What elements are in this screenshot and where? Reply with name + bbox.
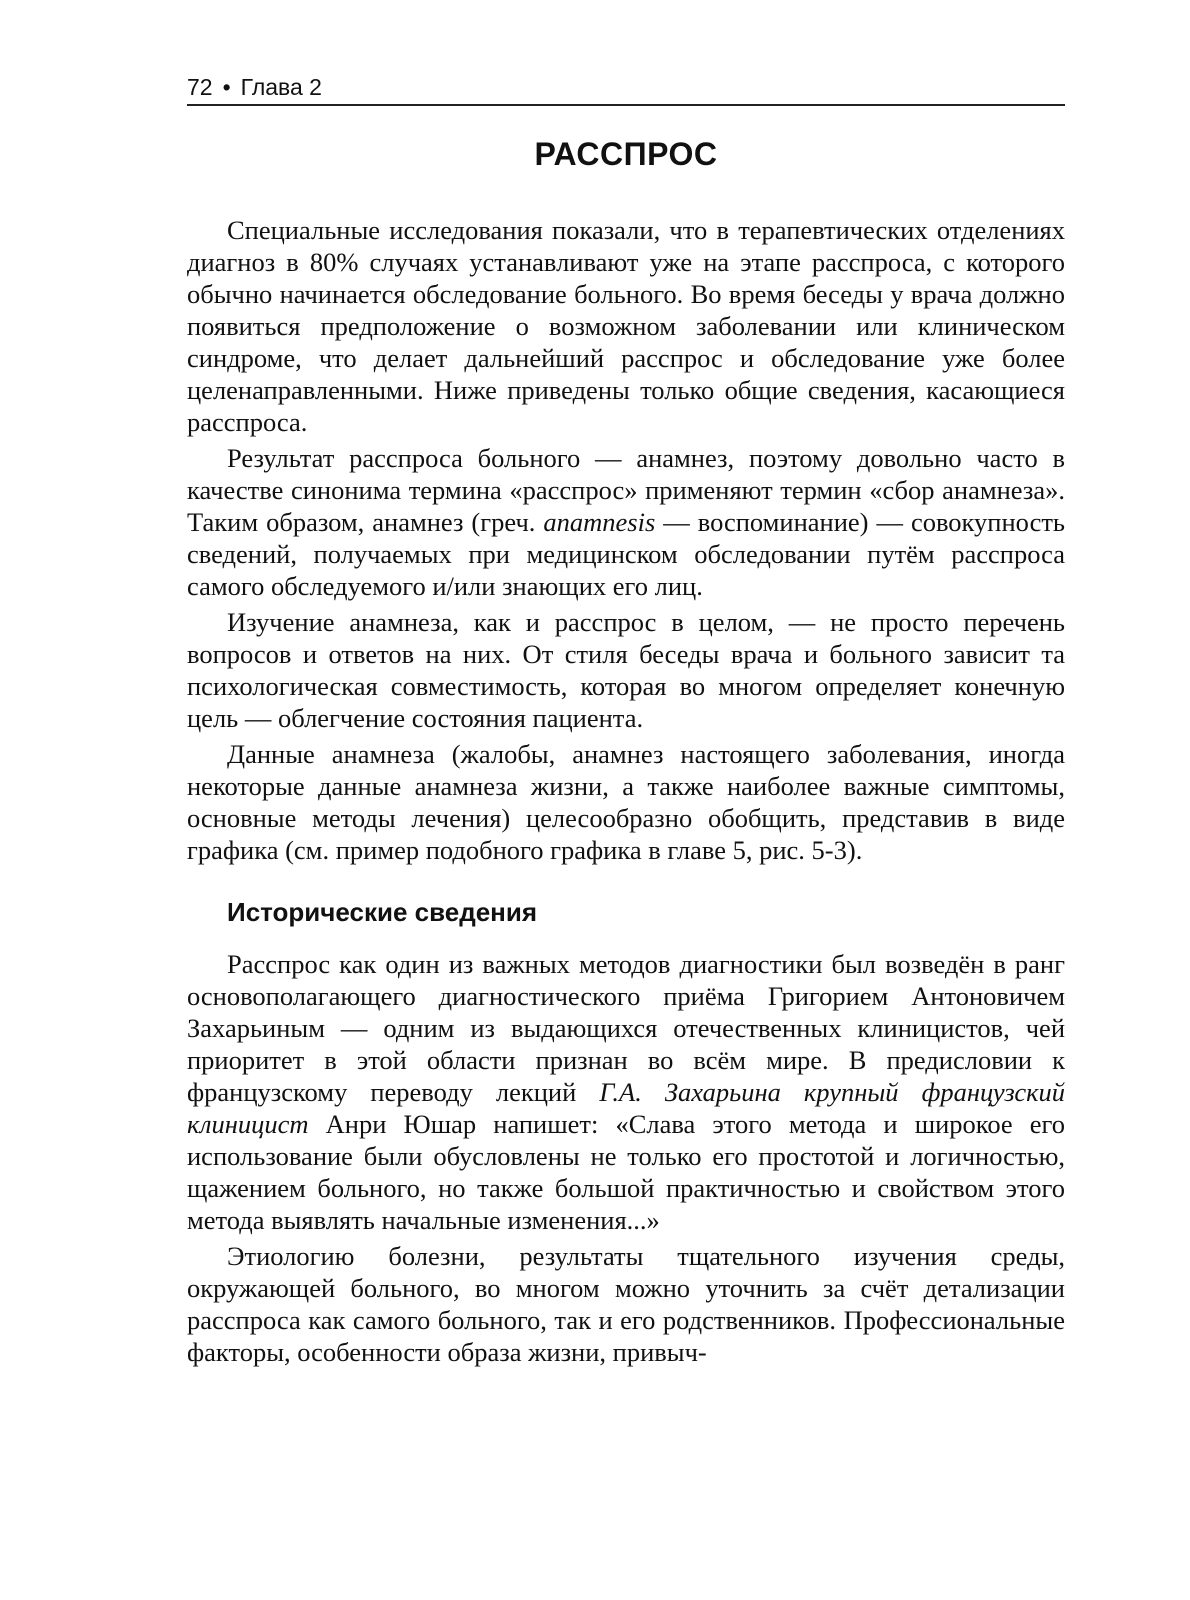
section-title: РАССПРОС [534,136,718,172]
subsection-heading: Исторические сведения [227,897,538,927]
bullet-separator: • [222,74,231,100]
running-head [187,72,1065,106]
book-page [187,72,1065,1372]
history-text [187,948,1065,1368]
history-paragraph-1-italic: Г.А. Захарьина крупный французский клиницист [187,1077,1065,1139]
paragraph-2 [187,442,1065,602]
paragraph-1 [187,214,1065,438]
page-number: 72 [187,74,213,100]
paragraph-3 [187,606,1065,734]
history-paragraph-2-text: Этиологию болезни, результаты тщательного изучения среды, окружающей больного, во многом можно уточнить за счёт детализации расспроса как самого больного, так и его родственников. Профессиональные факторы, особенности образа жизни, привыч- [187,1241,1065,1367]
history-paragraph-2 [187,1240,1065,1368]
intro-text [187,214,1065,866]
paragraph-2-italic-term: anamnesis [543,507,656,537]
paragraph-1-text: Специальные исследования показали, что в терапевтических отделениях диагноз в 80% случаях устанавливают уже на этапе расспроса, с которого обычно начинается обследование больного. Во время беседы у врача должно появиться предположение о возможном заболевании или клиническом синдроме, что делает дальнейший расспрос и обследование уже более целенаправленными. Ниже приведены только общие сведения, касающиеся расспроса. [187,215,1065,437]
history-paragraph-1-text-a: Расспрос как один из важных методов диагностики был возведён в ранг основополагающего диагностического приёма Григорием Антоновичем Захарьиным — одним из выдающихся отечественных клиницистов, чей приоритет в этой области признан во всём мире. В предисловии к французскому переводу лекций [187,949,1065,1107]
history-paragraph-1-text-b: Анри Юшар напишет: «Слава этого метода и широкое его использование были обусловлены не только его простотой и логичностью, щажением больного, но также большой практичностью и свойством этого метода выявлять начальные изменения...» [187,1109,1065,1235]
paragraph-2-text-b: — воспоминание) — совокупность сведений, получаемых при медицинском обследовании путём расспроса самого обследуемого и/или знающих его лиц. [187,507,1065,601]
paragraph-3-text: Изучение анамнеза, как и расспрос в целом, — не просто перечень вопросов и ответов на них. От стиля беседы врача и больного зависит та психологическая совместимость, которая во многом определяет конечную цель — облегчение состояния пациента. [187,607,1065,733]
paragraph-2-text-a: Результат расспроса больного — анамнез, поэтому довольно часто в качестве синонима термина «расспрос» применяют термин «сбор анамнеза». Таким образом, анамнез (греч. [187,443,1065,537]
paragraph-4 [187,738,1065,866]
chapter-label: Глава 2 [240,74,322,100]
history-paragraph-1 [187,948,1065,1236]
paragraph-4-text: Данные анамнеза (жалобы, анамнез настоящего заболевания, иногда некоторые данные анамнеза жизни, а также наиболее важные симптомы, основные методы лечения) целесообразно обобщить, представив в виде графика (см. пример подобного графика в главе 5, рис. 5-3). [187,739,1065,865]
